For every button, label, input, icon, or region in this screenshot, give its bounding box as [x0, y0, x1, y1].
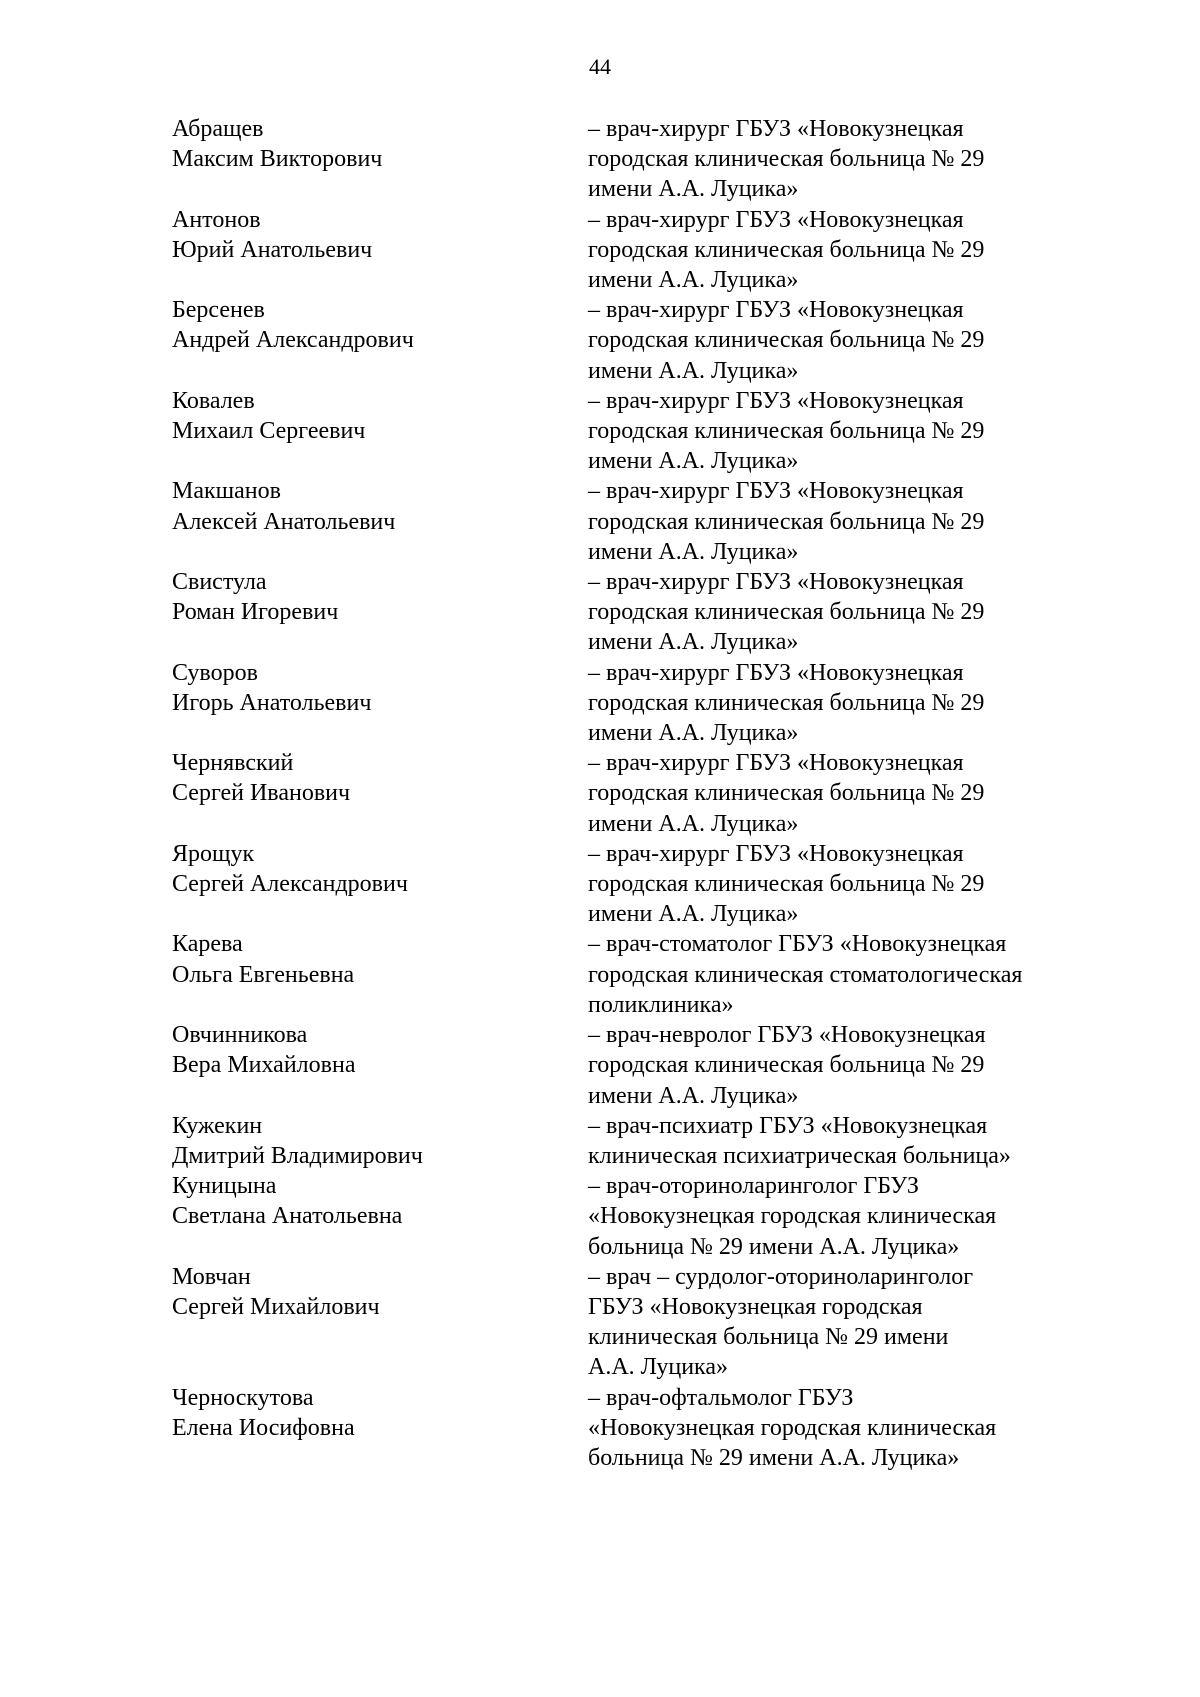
- position-description: [588, 1383, 1128, 1474]
- person-name: [172, 386, 552, 477]
- person-name: [172, 748, 552, 839]
- person-name: [172, 839, 552, 930]
- given-names: Роман Игоревич: [172, 599, 339, 626]
- person-name: [172, 476, 552, 567]
- person-name: [172, 1262, 552, 1383]
- position-description: [588, 1111, 1128, 1171]
- surname: Овчинникова: [172, 1022, 308, 1049]
- description-line: – врач-хирург ГБУЗ «Новокузнецкая: [588, 478, 964, 505]
- description-line: городская клиническая больница № 29: [588, 780, 985, 807]
- description-line: – врач-невролог ГБУЗ «Новокузнецкая: [588, 1022, 986, 1049]
- given-names: Елена Иосифовна: [172, 1414, 355, 1441]
- description-line: – врач-хирург ГБУЗ «Новокузнецкая: [588, 206, 964, 233]
- description-line: – врач-психиатр ГБУЗ «Новокузнецкая: [588, 1112, 988, 1139]
- given-names: Игорь Анатольевич: [172, 689, 372, 716]
- person-name: [172, 658, 552, 749]
- description-line: имени А.А. Луцика»: [588, 267, 799, 294]
- position-description: [588, 567, 1128, 658]
- list-item: [0, 567, 1200, 658]
- description-line: – врач-хирург ГБУЗ «Новокузнецкая: [588, 659, 964, 686]
- list-item: [0, 1171, 1200, 1262]
- given-names: Сергей Иванович: [172, 780, 351, 807]
- given-names: Сергей Михайлович: [172, 1293, 380, 1320]
- person-name: [172, 567, 552, 658]
- list-item: [0, 748, 1200, 839]
- given-names: Юрий Анатольевич: [172, 236, 373, 263]
- position-description: [588, 386, 1128, 477]
- position-description: [588, 476, 1128, 567]
- surname: Черноскутова: [172, 1384, 314, 1411]
- surname: Карева: [172, 931, 243, 958]
- surname: Антонов: [172, 206, 261, 233]
- description-line: – врач-стоматолог ГБУЗ «Новокузнецкая: [588, 931, 1007, 958]
- surname: Свистула: [172, 569, 267, 596]
- description-line: – врач-хирург ГБУЗ «Новокузнецкая: [588, 840, 964, 867]
- list-item: [0, 1020, 1200, 1111]
- description-line: городская клиническая стоматологическая: [588, 961, 1023, 988]
- position-description: [588, 1262, 1128, 1383]
- list-item: [0, 658, 1200, 749]
- description-line: – врач-хирург ГБУЗ «Новокузнецкая: [588, 750, 964, 777]
- description-line: имени А.А. Луцика»: [588, 720, 799, 747]
- description-line: городская клиническая больница № 29: [588, 236, 985, 263]
- surname: Куницына: [172, 1173, 277, 1200]
- list-item: [0, 205, 1200, 296]
- given-names: Алексей Анатольевич: [172, 508, 396, 535]
- surname: Абращев: [172, 116, 264, 142]
- given-names: Ольга Евгеньевна: [172, 961, 355, 988]
- description-line: клиническая психиатрическая больница»: [588, 1142, 1011, 1169]
- person-name: [172, 1171, 552, 1262]
- page-number: 44: [589, 54, 611, 79]
- position-description: [588, 658, 1128, 749]
- position-description: [588, 1020, 1128, 1111]
- surname: Ковалев: [172, 387, 255, 414]
- description-line: городская клиническая больница № 29: [588, 508, 985, 535]
- awardee-list: [0, 114, 1200, 1473]
- given-names: Андрей Александрович: [172, 327, 414, 354]
- description-line: городская клиническая больница № 29: [588, 1052, 985, 1079]
- person-name: [172, 929, 552, 1020]
- person-name: [172, 1383, 552, 1474]
- description-line: имени А.А. Луцика»: [588, 357, 799, 384]
- description-line: имени А.А. Луцика»: [588, 810, 799, 837]
- given-names: Михаил Сергеевич: [172, 418, 366, 445]
- person-name: [172, 205, 552, 296]
- given-names: Максим Викторович: [172, 146, 383, 173]
- description-line: городская клиническая больница № 29: [588, 327, 985, 354]
- description-line: – врач-хирург ГБУЗ «Новокузнецкая: [588, 297, 964, 324]
- description-line: – врач-хирург ГБУЗ «Новокузнецкая: [588, 116, 964, 142]
- description-line: имени А.А. Луцика»: [588, 901, 799, 928]
- person-name: [172, 295, 552, 386]
- surname: Суворов: [172, 659, 258, 686]
- surname: Ярощук: [172, 840, 255, 867]
- given-names: Вера Михайловна: [172, 1052, 356, 1079]
- position-description: [588, 205, 1128, 296]
- position-description: [588, 839, 1128, 930]
- description-line: имени А.А. Луцика»: [588, 1082, 799, 1109]
- list-item: [0, 1262, 1200, 1383]
- description-line: имени А.А. Луцика»: [588, 448, 799, 475]
- given-names: Дмитрий Владимирович: [172, 1142, 423, 1169]
- list-item: [0, 929, 1200, 1020]
- position-description: [588, 1171, 1128, 1262]
- list-item: [0, 386, 1200, 477]
- description-line: ГБУЗ «Новокузнецкая городская: [588, 1293, 923, 1320]
- description-line: клиническая больница № 29 имени: [588, 1324, 949, 1351]
- description-line: городская клиническая больница № 29: [588, 146, 985, 173]
- description-line: имени А.А. Луцика»: [588, 538, 799, 565]
- surname: Кужекин: [172, 1112, 263, 1139]
- description-line: – врач – сурдолог-оториноларинголог: [588, 1263, 974, 1290]
- description-line: больница № 29 имени А.А. Луцика»: [588, 1233, 960, 1260]
- description-line: – врач-хирург ГБУЗ «Новокузнецкая: [588, 387, 964, 414]
- description-line: городская клиническая больница № 29: [588, 871, 985, 898]
- description-line: – врач-хирург ГБУЗ «Новокузнецкая: [588, 569, 964, 596]
- given-names: Светлана Анатольевна: [172, 1203, 403, 1230]
- list-item: [0, 1111, 1200, 1171]
- surname: Берсенев: [172, 297, 265, 324]
- description-line: имени А.А. Луцика»: [588, 176, 799, 203]
- list-item: [0, 1383, 1200, 1474]
- description-line: – врач-оториноларинголог ГБУЗ: [588, 1173, 919, 1200]
- list-item: [0, 839, 1200, 930]
- description-line: имени А.А. Луцика»: [588, 629, 799, 656]
- position-description: [588, 114, 1128, 205]
- list-item: [0, 114, 1200, 205]
- list-item: [0, 295, 1200, 386]
- description-line: городская клиническая больница № 29: [588, 418, 985, 445]
- description-line: А.А. Луцика»: [588, 1354, 728, 1381]
- description-line: «Новокузнецкая городская клиническая: [588, 1414, 997, 1441]
- surname: Чернявский: [172, 750, 294, 777]
- given-names: Сергей Александрович: [172, 871, 408, 898]
- position-description: [588, 295, 1128, 386]
- surname: Макшанов: [172, 478, 281, 505]
- person-name: [172, 114, 552, 205]
- description-line: – врач-офтальмолог ГБУЗ: [588, 1384, 854, 1411]
- description-line: больница № 29 имени А.А. Луцика»: [588, 1444, 960, 1471]
- surname: Мовчан: [172, 1263, 251, 1290]
- description-line: поликлиника»: [588, 991, 734, 1018]
- description-line: «Новокузнецкая городская клиническая: [588, 1203, 997, 1230]
- person-name: [172, 1111, 552, 1171]
- person-name: [172, 1020, 552, 1111]
- list-item: [0, 476, 1200, 567]
- position-description: [588, 929, 1128, 1020]
- position-description: [588, 748, 1128, 839]
- description-line: городская клиническая больница № 29: [588, 599, 985, 626]
- description-line: городская клиническая больница № 29: [588, 689, 985, 716]
